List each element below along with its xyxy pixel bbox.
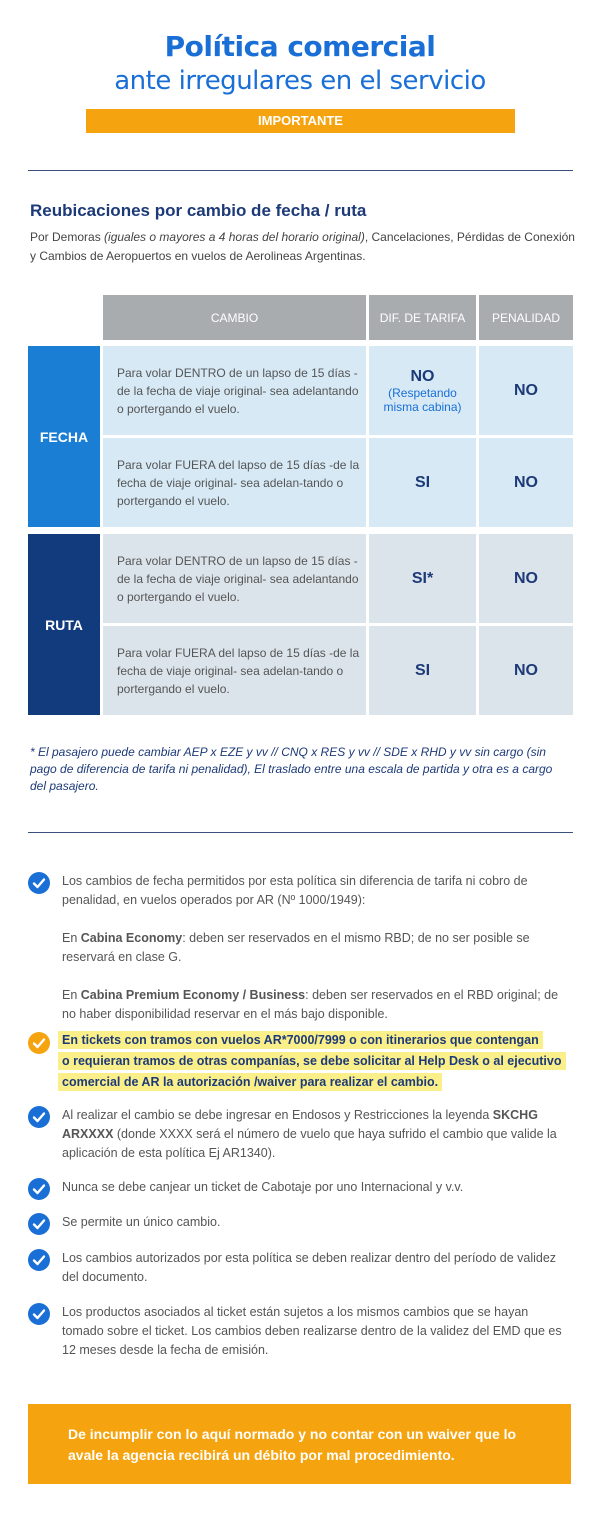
highlight-line: En tickets con tramos con vuelos AR*7000/7999 o con itinerarios que contengan <box>58 1031 543 1049</box>
bullet-item <box>28 1303 573 1363</box>
dif-tarifa-value: SI* <box>369 534 476 623</box>
dif-tarifa-main: NO <box>410 367 435 385</box>
group-label-ruta: RUTA <box>28 534 100 715</box>
bullet-item <box>28 1106 573 1166</box>
check-icon <box>28 1178 50 1200</box>
bullet-item <box>28 1178 573 1200</box>
header-cambio: CAMBIO <box>103 295 366 340</box>
page-subtitle: ante irregulares en el servicio <box>114 66 486 96</box>
check-icon <box>28 1249 50 1271</box>
check-icon <box>28 1106 50 1128</box>
row-desc: Para volar FUERA del lapso de 15 días -de la fecha de viaje original- sea adelan-tando o portergando el vuelo. <box>103 438 366 527</box>
group-label-fecha: FECHA <box>28 346 100 527</box>
header-dif-tarifa: DIF. DE TARIFA <box>369 295 476 340</box>
penalidad-value: NO <box>479 438 573 527</box>
bullet-subtext: En Cabina Premium Economy / Business: deben ser reservados en el RBD original; de no haber disponibilidad reservar en el más bajo disponible. <box>62 988 559 1021</box>
dif-tarifa-value: SI <box>369 626 476 715</box>
dif-tarifa-note: (Respetando misma cabina) <box>383 385 462 414</box>
bullet-text: Se permite un único cambio. <box>62 1215 221 1229</box>
check-icon <box>28 1303 50 1325</box>
highlight-line: comercial de AR la autorización /waiver para realizar el cambio. <box>58 1073 442 1091</box>
check-icon <box>28 1213 50 1235</box>
bullet-subtext: En Cabina Economy: deben ser reservados en el mismo RBD; de no ser posible se reservará en clase G. <box>62 931 530 964</box>
row-desc: Para volar FUERA del lapso de 15 días -de la fecha de viaje original- sea adelan-tando o portergando el vuelo. <box>103 626 366 715</box>
row-desc: Para volar DENTRO de un lapso de 15 días -de la fecha de viaje original- sea adelantando o portergando el vuelo. <box>103 534 366 623</box>
section-description: Por Demoras (iguales o mayores a 4 horas del horario original), Cancelaciones, Pérdidas de Conexión y Cambios de Aeropuertos en vuelos de Aerolineas Argentinas. <box>30 230 575 263</box>
penalidad-value: NO <box>479 346 573 435</box>
bullet-text: Los cambios autorizados por esta política se deben realizar dentro del período de validez del documento. <box>62 1251 557 1284</box>
important-banner: IMPORTANTE <box>86 109 515 133</box>
dif-tarifa-value <box>369 346 476 435</box>
bullet-text: Nunca se debe canjear un ticket de Cabotaje por uno Internacional y v.v. <box>62 1180 464 1194</box>
header-penalidad: PENALIDAD <box>479 295 573 340</box>
divider-top <box>28 170 573 171</box>
highlight-line: o requieran tramos de otras companías, se debe solicitar al Help Desk o al ejecutivo <box>58 1052 566 1070</box>
footnote: * El pasajero puede cambiar AEP x EZE y vv // CNQ x RES y vv // SDE x RHD y vv sin cargo (sin pago de diferencia de tarifa ni penalidad), El traslado entre una escala de partida y otra es a cargo del pasajero. <box>30 745 553 793</box>
bullet-item-highlight <box>28 1032 573 1096</box>
dif-tarifa-value: SI <box>369 438 476 527</box>
bullet-item <box>28 1213 573 1235</box>
section-title: Reubicaciones por cambio de fecha / ruta <box>30 201 367 220</box>
bullet-item <box>28 872 573 1020</box>
bullet-text: Los productos asociados al ticket están sujetos a los mismos cambios que se hayan tomado sobre el ticket. Los cambios deben realizarse dentro de la validez del EMD que es 12 meses desde la fecha de emisión. <box>62 1305 562 1357</box>
bullet-item <box>28 1249 573 1289</box>
bullet-text: Los cambios de fecha permitidos por esta política sin diferencia de tarifa ni cobro de penalidad, en vuelos operados por AR (Nº 1000/1949): <box>62 874 528 907</box>
check-icon <box>28 1032 50 1054</box>
page-title: Política comercial <box>164 30 436 63</box>
divider-middle <box>28 832 573 833</box>
penalidad-value: NO <box>479 534 573 623</box>
penalidad-value: NO <box>479 626 573 715</box>
row-desc: Para volar DENTRO de un lapso de 15 días -de la fecha de viaje original- sea adelantando o portergando el vuelo. <box>103 346 366 435</box>
warning-banner: De incumplir con lo aquí normado y no contar con un waiver que lo avale la agencia recibirá un débito por mal procedimiento. <box>28 1404 571 1484</box>
check-icon <box>28 872 50 894</box>
bullet-text: Al realizar el cambio se debe ingresar en Endosos y Restricciones la leyenda SKCHG ARXXXX (donde XXXX será el número de vuelo que haya sufrido el cambio que valide la aplicación de esta política Ej AR1340). <box>62 1108 557 1160</box>
